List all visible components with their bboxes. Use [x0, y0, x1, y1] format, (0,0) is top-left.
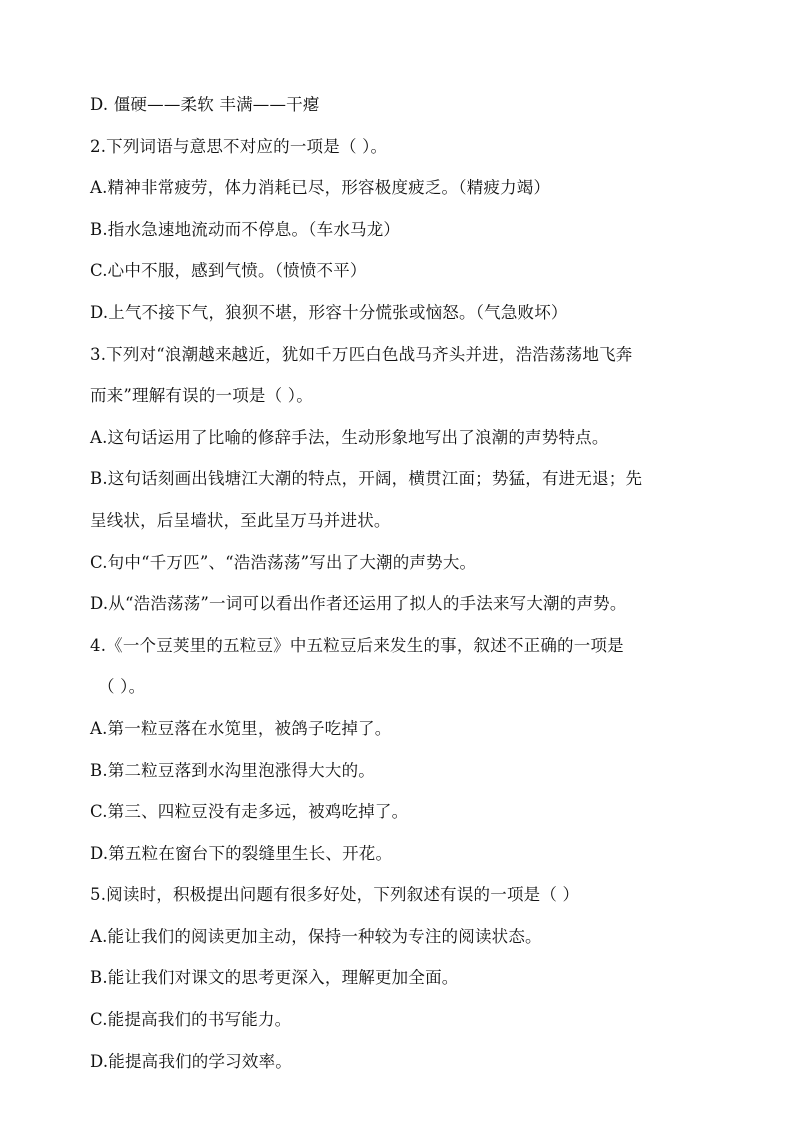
option-b-q2: B.指水急速地流动而不停息。（车水马龙）	[90, 219, 401, 239]
question-4: 4.《一个豆荚里的五粒豆》中五粒豆后来发生的事，叙述不正确的一项是	[90, 635, 624, 655]
option-b-q4: B.第二粒豆落到水沟里泡涨得大大的。	[90, 760, 375, 780]
question-4-cont: （ ）。	[98, 677, 146, 697]
question-2: 2.下列词语与意思不对应的一项是（ ）。	[90, 136, 388, 156]
option-c-q3: C.句中“千万匹”、“浩浩荡荡”写出了大潮的声势大。	[90, 552, 477, 572]
option-b-q3-cont: 呈线状，后呈墙状，至此呈万马并进状。	[90, 510, 391, 530]
option-a-q2: A.精神非常疲劳，体力消耗已尽，形容极度疲乏。（精疲力竭）	[90, 178, 551, 198]
option-b-q5: B.能让我们对课文的思考更深入，理解更加全面。	[90, 968, 459, 988]
option-d-q5: D.能提高我们的学习效率。	[90, 1051, 292, 1071]
option-d-q2: D.上气不接下气，狼狈不堪，形容十分慌张或恼怒。（气急败坏）	[90, 302, 568, 322]
option-a-q3: A.这句话运用了比喻的修辞手法，生动形象地写出了浪潮的声势特点。	[90, 427, 609, 447]
option-c-q2: C.心中不服，感到气愤。（愤愤不平）	[90, 261, 367, 281]
option-c-q4: C.第三、四粒豆没有走多远，被鸡吃掉了。	[90, 802, 409, 822]
option-b-q3: B.这句话刻画出钱塘江大潮的特点，开阔，横贯江面；势猛，有进无退；先	[90, 469, 643, 489]
option-a-q4: A.第一粒豆落在水笕里，被鸽子吃掉了。	[90, 718, 392, 738]
option-d-q4: D.第五粒在窗台下的裂缝里生长、开花。	[90, 843, 393, 863]
option-d-q3: D.从“浩浩荡荡”一词可以看出作者还运用了拟人的手法来写大潮的声势。	[90, 594, 627, 614]
question-3: 3.下列对“浪潮越来越近，犹如千万匹白色战马齐头并进，浩浩荡荡地飞奔	[90, 344, 633, 364]
question-5: 5.阅读时，积极提出问题有很多好处，下列叙述有误的一项是（ ）	[90, 885, 580, 905]
option-d-q1: D. 僵硬——柔软 丰满——干瘪	[90, 95, 320, 114]
question-3-cont: 而来”理解有误的一项是（ ）。	[90, 386, 313, 406]
option-c-q5: C.能提高我们的书写能力。	[90, 1010, 292, 1030]
option-a-q5: A.能让我们的阅读更加主动，保持一种较为专注的阅读状态。	[90, 926, 542, 946]
